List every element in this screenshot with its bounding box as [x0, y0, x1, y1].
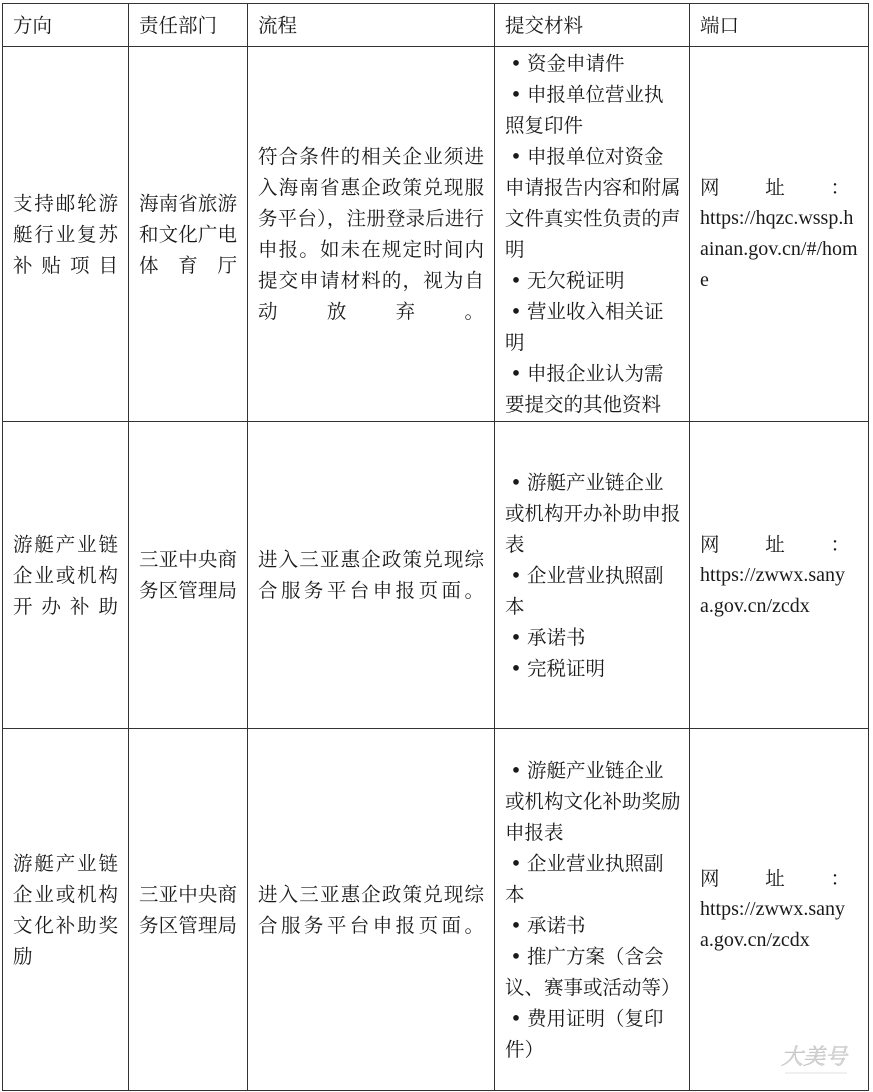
watermark-text: 大美号	[780, 1045, 848, 1070]
portal-label-char: 网	[700, 176, 720, 199]
material-text: 游艇产业链企业或机构开办补助申报表	[505, 470, 681, 556]
portal-label-char: ：	[830, 532, 850, 556]
material-text: 申报单位对资金申请报告内容和附属文件真实性负责的声明	[505, 145, 681, 261]
material-text: 申报单位营业执照复印件	[505, 83, 664, 137]
material-text: 资金申请件	[527, 52, 625, 75]
cell-portal	[690, 729, 869, 1091]
cell-materials	[495, 47, 690, 422]
bullet-icon: •	[510, 83, 522, 106]
bullet-icon: •	[510, 625, 522, 649]
list-item	[505, 467, 681, 560]
list-item	[505, 296, 681, 358]
portal-label-text	[700, 863, 850, 894]
bullet-icon: •	[510, 758, 522, 782]
cell-direction: 支持邮轮游艇行业复苏补贴项目	[3, 47, 129, 422]
header-direction: 方向	[3, 4, 129, 47]
cell-direction: 游艇产业链企业或机构文化补助奖励	[3, 729, 129, 1091]
table-row	[3, 47, 869, 422]
bullet-icon: •	[510, 913, 522, 937]
portal-label-char: 址	[765, 867, 785, 890]
material-text: 承诺书	[527, 625, 586, 649]
cell-materials	[495, 422, 690, 729]
bullet-icon: •	[510, 145, 522, 168]
portal-label	[700, 529, 858, 560]
portal-label-char: 网	[700, 867, 720, 890]
cell-department: 三亚中央商务区管理局	[129, 729, 248, 1091]
list-item	[505, 941, 681, 1003]
material-text: 企业营业执照副本	[505, 563, 664, 618]
cell-portal	[690, 422, 869, 729]
portal-label-char: 址	[765, 176, 785, 199]
header-department: 责任部门	[129, 4, 248, 47]
material-text: 营业收入相关证明	[505, 300, 664, 354]
bullet-icon: •	[510, 1006, 522, 1030]
portal-label-char: 址	[765, 532, 785, 556]
policy-table	[2, 3, 869, 1091]
list-item	[505, 560, 681, 622]
material-text: 承诺书	[527, 913, 586, 937]
material-text: 企业营业执照副本	[505, 851, 664, 906]
portal-label-char: 网	[700, 532, 720, 556]
portal-label	[700, 863, 858, 894]
cell-department: 三亚中央商务区管理局	[129, 422, 248, 729]
cell-department: 海南省旅游和文化广电体育厅	[129, 47, 248, 422]
portal-link[interactable]: https://zwwx.sanya.gov.cn/zcdx	[700, 563, 845, 617]
portal-label	[700, 172, 858, 203]
material-text: 完税证明	[527, 656, 606, 680]
portal-label-char: ：	[830, 176, 850, 199]
cell-materials	[495, 729, 690, 1091]
bullet-icon: •	[510, 470, 522, 494]
list-item	[505, 358, 681, 420]
list-item	[505, 848, 681, 910]
cell-portal	[690, 47, 869, 422]
portal-link[interactable]: https://zwwx.sanya.gov.cn/zcdx	[700, 898, 845, 951]
bullet-icon: •	[510, 851, 522, 875]
bullet-icon: •	[510, 300, 522, 323]
portal-label-text	[700, 529, 850, 560]
header-process: 流程	[248, 4, 495, 47]
list-item	[505, 141, 681, 265]
header-row	[3, 4, 869, 47]
bullet-icon: •	[510, 944, 522, 968]
portal-label-char: ：	[830, 867, 850, 890]
bullet-icon: •	[510, 52, 522, 75]
header-materials: 提交材料	[495, 4, 690, 47]
table-row	[3, 729, 869, 1091]
table-row	[3, 422, 869, 729]
header-portal: 端口	[690, 4, 869, 47]
cell-direction: 游艇产业链企业或机构开办补助	[3, 422, 129, 729]
material-text: 无欠税证明	[527, 269, 625, 292]
list-item	[505, 265, 681, 296]
material-text: 申报企业认为需要提交的其他资料	[505, 362, 664, 416]
watermark-logo	[771, 1038, 857, 1078]
cell-process: 进入三亚惠企政策兑现综合服务平台申报页面。	[248, 422, 495, 729]
cell-process: 符合条件的相关企业须进入海南省惠企政策兑现服务平台），注册登录后进行申报。如未在规定时间内提交申请材料的，视为自动放弃。	[248, 47, 495, 422]
list-item	[505, 1003, 681, 1065]
list-item	[505, 755, 681, 848]
bullet-icon: •	[510, 269, 522, 292]
bullet-icon: •	[510, 563, 522, 587]
material-text: 推广方案（含会议、赛事或活动等）	[505, 944, 681, 999]
bullet-icon: •	[510, 362, 522, 385]
cell-process: 进入三亚惠企政策兑现综合服务平台申报页面。	[248, 729, 495, 1091]
material-text: 费用证明（复印件）	[505, 1006, 664, 1061]
portal-label-text	[700, 172, 850, 203]
bullet-icon: •	[510, 656, 522, 680]
material-text: 游艇产业链企业或机构文化补助奖励申报表	[505, 758, 681, 844]
list-item	[505, 622, 681, 653]
list-item	[505, 653, 681, 684]
portal-link[interactable]: https://hqzc.wssp.hainan.gov.cn/#/home	[700, 207, 858, 291]
list-item	[505, 48, 681, 79]
list-item	[505, 910, 681, 941]
list-item	[505, 79, 681, 141]
